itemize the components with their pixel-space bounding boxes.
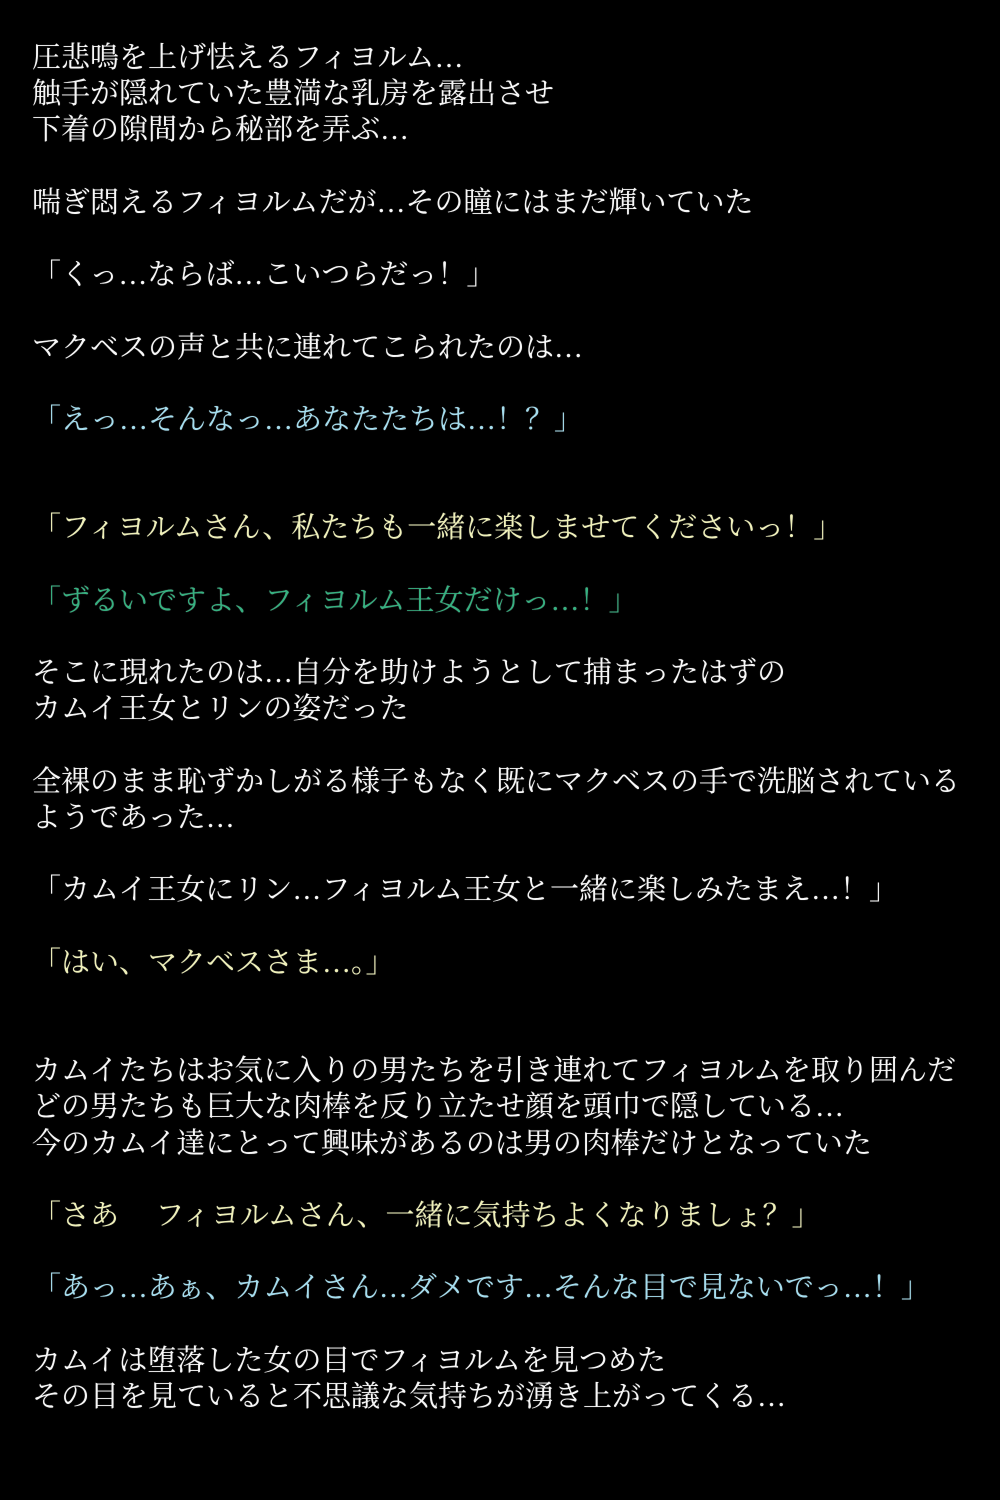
story-line: 全裸のまま恥ずかしがる様子もなく既にマクベスの手で洗脳されている — [32, 765, 961, 798]
story-line-blank — [32, 547, 984, 583]
story-line: 「えっ…そんなっ…あなたたちは…！？」 — [32, 403, 584, 436]
story-line: 「ずるいですよ、フィヨルム王女だけっ…！」 — [32, 584, 638, 617]
story-line: 「あっ…あぁ、カムイさん…ダメです…そんな目で見ないでっ…！」 — [32, 1272, 930, 1305]
story-line-blank — [32, 366, 984, 402]
story-line: 圧悲鳴を上げ怯えるフィヨルム… — [32, 42, 464, 74]
story-line-blank — [32, 728, 984, 764]
story-line: そこに現れたのは…自分を助けようとして捕まったはずの — [32, 657, 787, 690]
story-text-block — [32, 40, 984, 1415]
story-line-blank — [32, 1017, 984, 1053]
story-line: 「はい、マクベスさま…。」 — [32, 946, 395, 979]
story-line: 「さあ フィヨルムさん、一緒に気持ちよくなりましょ？」 — [32, 1200, 821, 1232]
story-line: その目を見ていると不思議な気持ちが湧き上がってくる… — [32, 1380, 787, 1413]
story-line-blank — [32, 1162, 984, 1198]
story-line: 喘ぎ悶えるフィヨルムだが…その瞳にはまだ輝いていた — [32, 186, 754, 219]
story-line-blank — [32, 221, 984, 257]
story-line: 下着の隙間から秘部を弄ぶ… — [32, 114, 410, 147]
story-line: 「くっ…ならば…こいつらだっ！」 — [32, 259, 496, 292]
story-line-blank — [32, 1307, 984, 1343]
story-line-blank — [32, 438, 984, 474]
story-line: ようであった… — [32, 801, 235, 834]
story-line: カムイたちはお気に入りの男たちを引き連れてフィヨルムを取り囲んだ — [32, 1055, 956, 1088]
story-line: カムイ王女とリンの姿だった — [32, 693, 409, 726]
story-line-blank — [32, 909, 984, 945]
story-line-blank — [32, 474, 984, 510]
story-line-blank — [32, 1234, 984, 1270]
story-line: 触手が隠れていた豊満な乳房を露出させ — [32, 78, 555, 111]
story-line: マクベスの声と共に連れてこられたのは… — [32, 331, 584, 364]
story-line-blank — [32, 293, 984, 329]
story-line: カムイは堕落した女の目でフィヨルムを見つめた — [32, 1344, 666, 1377]
story-line: どの男たちも巨大な肉棒を反り立たせ顔を頭巾で隠している… — [32, 1091, 845, 1124]
story-line: 「カムイ王女にリン…フィヨルム王女と一緒に楽しみたまえ…！」 — [32, 874, 898, 907]
story-line: 今のカムイ達にとって興味があるのは男の肉棒だけとなっていた — [32, 1127, 872, 1160]
story-line-blank — [32, 836, 984, 872]
story-line-blank — [32, 981, 984, 1017]
story-line-blank — [32, 149, 984, 185]
story-line: 「フィヨルムさん、私たちも一緒に楽しませてくださいっ！」 — [32, 512, 843, 545]
story-line-blank — [32, 619, 984, 655]
